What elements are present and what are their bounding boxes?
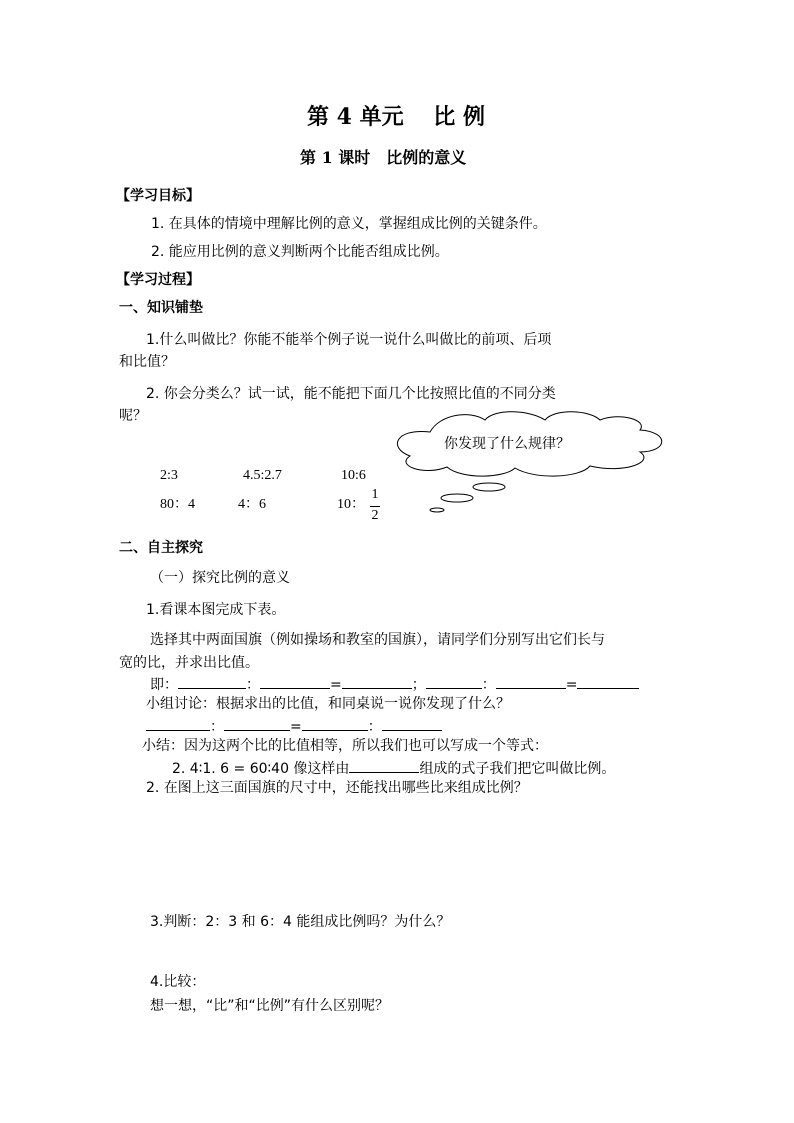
goal-item-1: 1. 在具体的情境中理解比例的意义，掌握组成比例的关键条件。 [151, 216, 547, 232]
answer-blank[interactable] [260, 676, 330, 689]
semicolon: ； [411, 677, 426, 693]
ratio-item: 4：6 [238, 497, 266, 512]
page-title: 第 4 单元 比 例 [307, 104, 485, 130]
ratio-item: 4.5:2.7 [243, 468, 282, 483]
item-2: 2. 在图上这三面国旗的尺寸中，还能找出哪些比来组成比例？ [146, 780, 528, 796]
colon-sign: ： [367, 719, 382, 735]
equals-sign: = [565, 677, 578, 693]
lesson-subtitle: 第 1 课时 比例的意义 [300, 148, 467, 167]
process-heading: 【学习过程】 [116, 272, 200, 288]
paragraph-line1: 选择其中两面国旗（例如操场和教室的国旗），请同学们分别写出它们长与 [150, 632, 605, 648]
answer-blank[interactable] [577, 676, 639, 689]
answer-blank[interactable] [382, 718, 442, 731]
answer-blank[interactable] [496, 676, 566, 689]
answer-blank[interactable] [224, 718, 290, 731]
example-post: 组成的式子我们把它叫做比例。 [419, 761, 616, 777]
question-2-line2: 呢？ [119, 408, 147, 424]
proportion-example [172, 760, 615, 778]
fraction-numerator: 1 [371, 487, 379, 502]
colon-sign: ： [210, 719, 224, 735]
answer-blank[interactable] [342, 676, 412, 689]
cloud-text: 你发现了什么规律？ [444, 436, 570, 452]
goal-item-2: 2. 能应用比例的意义判断两个比能否组成比例。 [151, 244, 449, 260]
equals-sign: = [330, 677, 342, 693]
fill-in-row-2 [146, 718, 442, 736]
answer-blank[interactable] [302, 718, 368, 731]
colon-sign: ： [246, 677, 260, 693]
group-discussion: 小组讨论：根据求出的比值，和同桌说一说你发现了什么？ [146, 696, 510, 712]
answer-blank[interactable] [146, 718, 210, 731]
subsection-title: （一）探究比例的意义 [150, 570, 290, 586]
answer-blank[interactable] [349, 760, 419, 773]
answer-blank[interactable] [426, 676, 482, 689]
fraction-bar [370, 506, 380, 507]
question-1-line2: 和比值？ [119, 354, 175, 370]
question-2-line1: 2. 你会分类么？试一试，能不能把下面几个比按照比值的不同分类 [146, 386, 556, 402]
equals-sign: = [290, 719, 302, 735]
ji-label: 即： [150, 677, 178, 693]
answer-blank[interactable] [178, 676, 246, 689]
item-1: 1.看课本图完成下表。 [146, 602, 286, 618]
ratio-item: 80：4 [160, 497, 195, 512]
item-4-question: 想一想，“比”和“比例”有什么区别呢？ [150, 998, 390, 1014]
section1-heading: 一、知识铺垫 [119, 300, 203, 316]
paragraph-line2: 宽的比，并求出比值。 [119, 655, 259, 671]
item-4: 4.比较： [150, 974, 206, 990]
ratio-item: 2:3 [160, 468, 178, 483]
summary: 小结：因为这两个比的比值相等，所以我们也可以写成一个等式： [142, 738, 548, 754]
ratio-item: 10:6 [341, 468, 366, 483]
fill-in-row-1 [150, 676, 639, 694]
goals-heading: 【学习目标】 [116, 188, 200, 204]
colon-sign: ： [481, 677, 496, 693]
section2-heading: 二、自主探究 [119, 540, 203, 556]
ratio-item: 10： [337, 497, 365, 512]
fraction-denominator: 2 [371, 508, 379, 523]
example-pre: 2. 4∶1. 6 = 60∶40 像这样由 [172, 761, 350, 777]
question-1-line1: 1.什么叫做比？你能不能举个例子说一说什么叫做比的前项、后项 [146, 332, 552, 348]
item-3: 3.判断：2：3 和 6：4 能组成比例吗？为什么？ [150, 914, 451, 930]
